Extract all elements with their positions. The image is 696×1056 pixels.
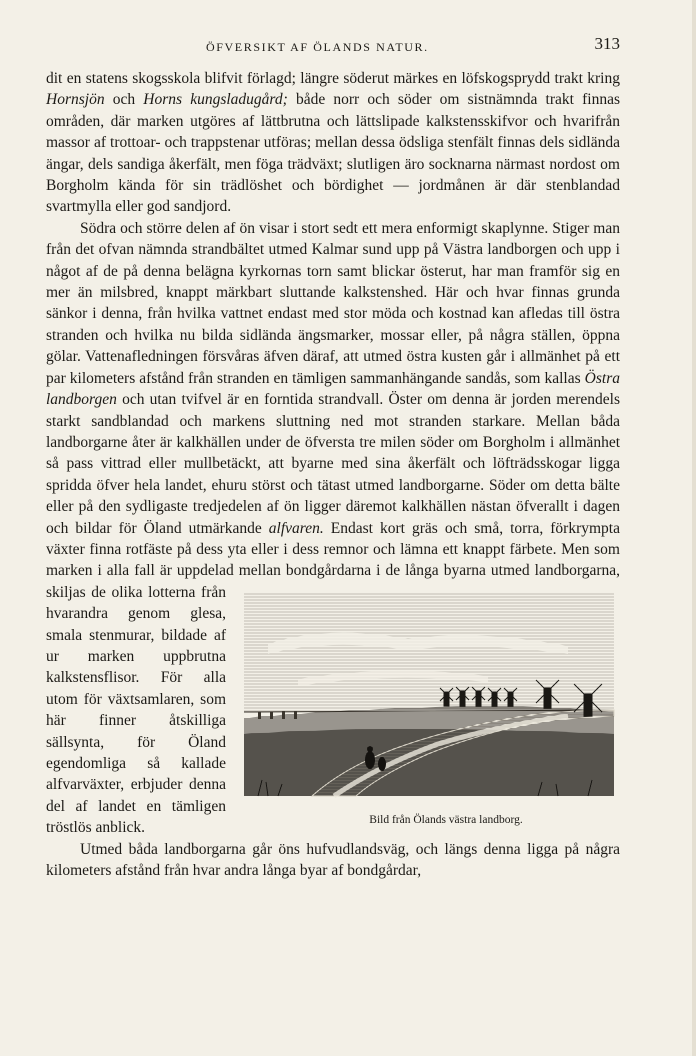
- running-title: ÖFVERSIKT AF ÖLANDS NATUR.: [206, 40, 429, 54]
- figure: [238, 584, 620, 834]
- figure-caption: Bild från Ölands västra landborg.: [369, 813, 523, 826]
- paragraph: [46, 839, 620, 882]
- text-run: Södra och större delen af ön visar i stort sedt ett mera enformigt skaplynne. Stiger man från det ofvan nämnda strandbältet utmed Kalmar sund upp på Västra landborgen och upp i något af de på denna belägna kyrkornas torn samt blickar österut, har man framför sig en mer än milsbred, knappt märkbart sluttande kalkstenshed. Här och hvar finnas grunda sänkor i denna, från hvilka vattnet endast med stor möda och kostnad kan afledas till östra stranden och hvilka nu bilda sidlända ängsmarker, mossar eller, på några ställen, öppna gölar. Vattenafledningen försvåras äfven däraf, att utmed östra kusten går i allmänhet på ett par kilometers afstånd från stranden en tämligen sammanhängande sandås, som kallas: [46, 219, 620, 387]
- page-edge: [692, 0, 696, 1056]
- text-run: långa byarna utmed landborgarna, skiljas de olika lotterna från hvarandra genom glesa, smala stenmurar, bildade af ur marken uppbrutna kalkstensflisor. För alla utom för växtsamlaren, som här finner åtskilliga sällsynta, för Öland egendomliga så kallade alfvarväxter, erbjuder denna del af landet en tämligen tröstlös anblick.: [46, 562, 621, 837]
- italic-place-name: Hornsjön: [46, 91, 105, 109]
- paragraph: [46, 218, 620, 839]
- text-run: och: [104, 91, 144, 109]
- italic-place-name: alfvaren.: [268, 519, 324, 537]
- italic-place-name: Horns kungsladugård;: [143, 91, 288, 109]
- text-run: Endast kort gräs och små, torra, förkrympta växter finna rotfäste på dess yta eller i dess remnor och lämna ett knappt färbete. Men som marken i alla fall är uppdelad mellan bondgårdarna i de: [46, 519, 620, 580]
- italic-place-name: Östra landborgen: [46, 369, 620, 409]
- text-run: och utan tvifvel är en forntida strandvall. Öster om denna är jorden merendels starkt sandblandad och markens sluttning ned mot stranden starkare. Mellan båda landborgarne åter är kalkhällen under de öfversta tre milen söder om Borgholm i allmänhet så pass vittrad eller mullbetäckt, att byarne med sina åkerfält och löfträdsskogar ligga spridda öfver hela landet, ehuru störst och tätast utmed landborgarne. Söder om detta bälte eller på den sydligaste tredjedelen af ön ligger däremot kalkhällen nästan öfverallt i dagen och bildar för Öland utmärkande: [46, 391, 620, 537]
- text-run: Utmed båda landborgarna går öns hufvudlandsväg, och längs denna ligga på några kilometers afstånd från hvar andra långa byar af bondgårdar,: [46, 840, 620, 880]
- landscape-illustration: [238, 584, 620, 808]
- text-run: både norr och söder om sistnämnda trakt finnas områden, där marken utgöres af lättbrutna och lättslipade kalkstensskifvor och hvarifrån massor af trottoar- och trappstenar utföras; mellan dessa ödsliga stenfält finnas dels sidlända ängar, dels sandiga åkerfält, men föga trädväxt; slutligen äro socknarna närmast nordost om Borgholm kända för sin trädlöshet och bördighet — jordmånen är där stenblandad svartmylla eller god sandjord.: [46, 91, 620, 216]
- page-number: 313: [594, 34, 620, 53]
- paragraph: [46, 68, 620, 218]
- text-run: dit en statens skogsskola blifvit förlagd; längre söderut märkes en löfskogsprydd trakt kring: [46, 70, 620, 87]
- page-header: [46, 34, 620, 58]
- body-text: [46, 68, 620, 881]
